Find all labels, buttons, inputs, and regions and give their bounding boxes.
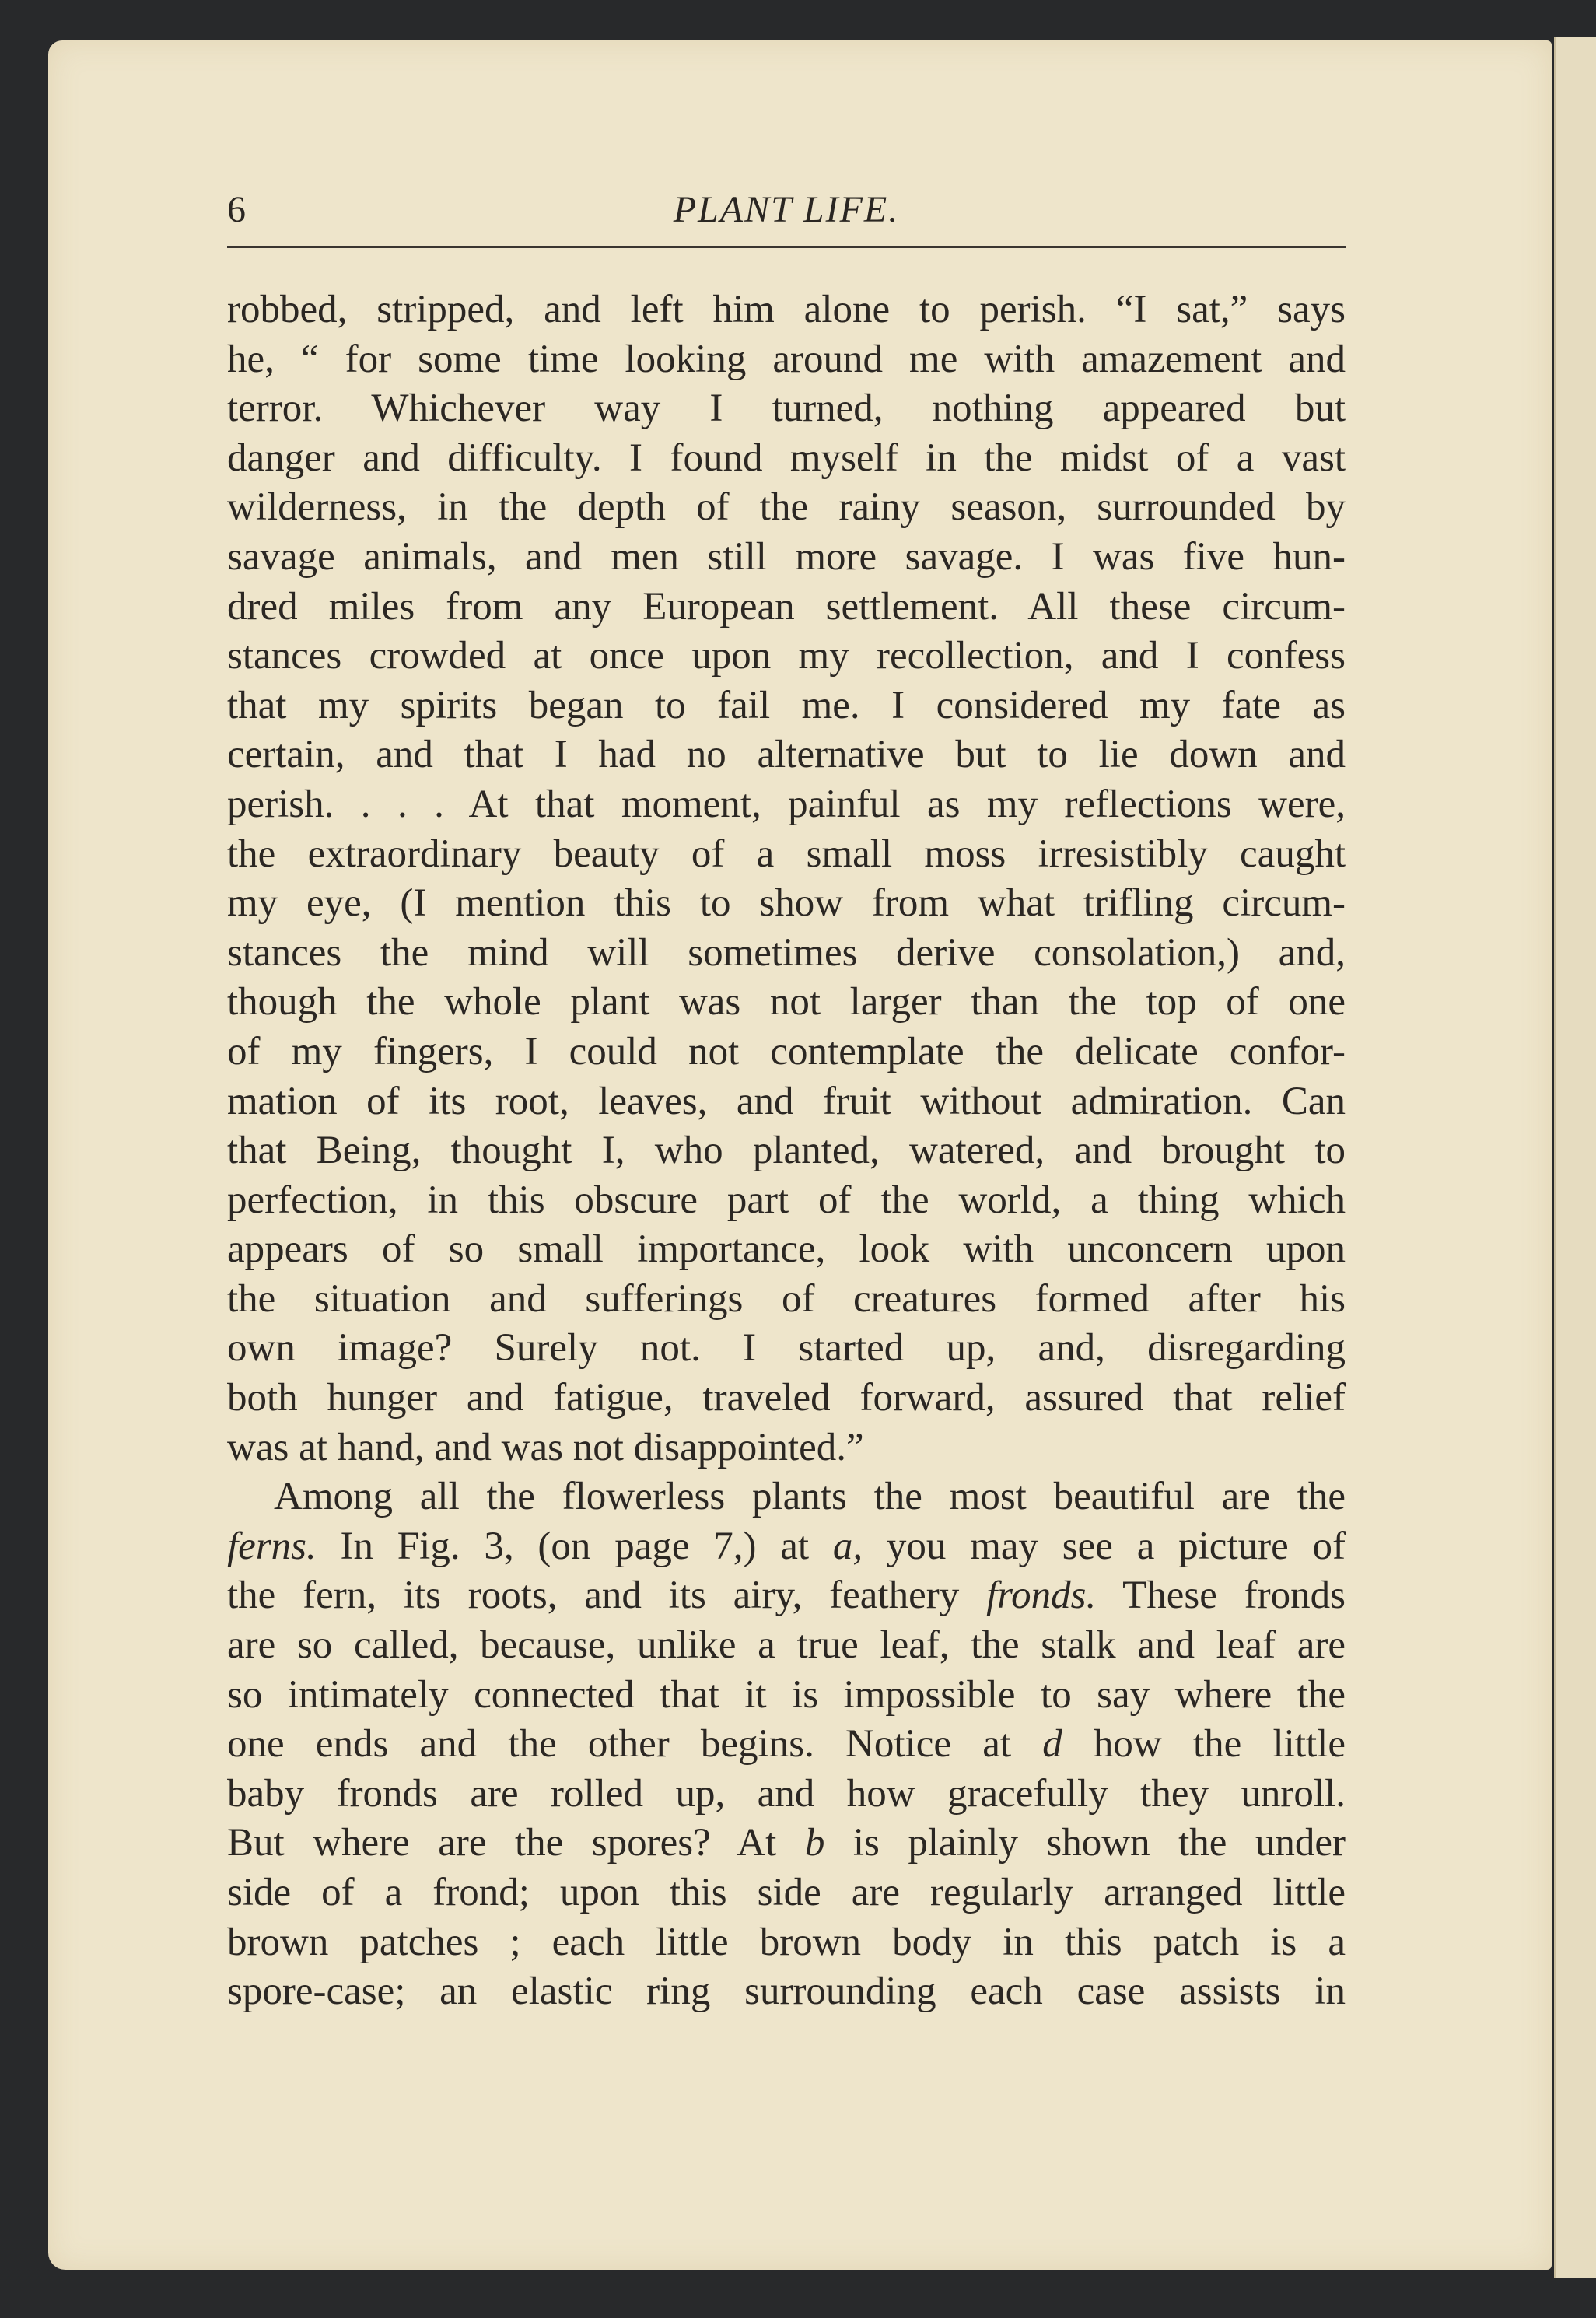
text-line [227, 1028, 1346, 1077]
text-segment: perish. . . . At that moment, painful as my reflections were, [227, 782, 1346, 826]
text-line [227, 730, 1346, 780]
text-line [227, 1374, 1346, 1423]
text-line [227, 830, 1346, 880]
text-line [227, 780, 1346, 830]
adjacent-page-edge [1554, 37, 1596, 2278]
text-line [227, 533, 1346, 583]
text-line [227, 335, 1346, 385]
text-segment: wilderness, in the depth of the rainy season, surrounded by [227, 485, 1346, 530]
text-segment: certain, and that I had no alternative but to lie down and [227, 733, 1346, 777]
italic-term: d [1042, 1722, 1062, 1767]
text-segment: my eye, (I mention this to show from what trifling circum- [227, 881, 1346, 926]
text-segment: the situation and sufferings of creatures formed after his [227, 1276, 1346, 1321]
text-segment: Among all the flowerless plants the most beautiful are the [274, 1475, 1346, 1519]
text-segment: perfection, in this obscure part of the world, a thing which [227, 1178, 1346, 1222]
text-line [227, 1423, 1346, 1473]
text-line [227, 1324, 1346, 1374]
text-segment: mation of its root, leaves, and fruit without admiration. Can [227, 1079, 1346, 1123]
text-line [227, 1819, 1346, 1868]
text-segment: terror. Whichever way I turned, nothing appeared but [227, 387, 1346, 431]
text-line [227, 632, 1346, 681]
page-number: 6 [227, 189, 246, 230]
text-segment: the extraordinary beauty of a small moss irresistibly caught [227, 832, 1346, 876]
text-line [227, 681, 1346, 731]
text-segment: one ends and the other begins. Notice at [227, 1722, 1043, 1767]
text-segment: spore-case; an elastic ring surrounding each case assists in [227, 1970, 1346, 2014]
text-segment: stances the mind will sometimes derive consolation,) and, [227, 930, 1346, 975]
italic-term: fronds. [986, 1574, 1097, 1618]
text-segment: are so called, because, unlike a true leaf, the stalk and leaf are [227, 1623, 1346, 1668]
text-segment: In Fig. 3, (on page 7,) at [316, 1524, 833, 1568]
text-segment: how the little [1062, 1722, 1346, 1767]
text-line [227, 1571, 1346, 1621]
text-segment: stances crowded at once upon my recollection, and I confess [227, 634, 1346, 678]
text-segment: baby fronds are rolled up, and how gracefully they unroll. [227, 1771, 1346, 1816]
text-segment: that Being, thought I, who planted, watered, and brought to [227, 1129, 1346, 1173]
text-segment: These fronds [1096, 1574, 1346, 1618]
text-segment: he, “ for some time looking around me with amazement and [227, 337, 1346, 381]
text-segment: danger and difficulty. I found myself in the midst of a vast [227, 436, 1346, 480]
text-line [227, 879, 1346, 929]
text-line [227, 583, 1346, 632]
text-segment: is plainly shown the under [824, 1821, 1346, 1865]
text-segment: own image? Surely not. I started up, and, disregarding [227, 1326, 1346, 1371]
text-line [227, 1225, 1346, 1275]
text-segment: appears of so small importance, look with unconcern upon [227, 1227, 1346, 1272]
text-line [227, 1720, 1346, 1770]
text-segment: that my spirits began to fail me. I considered my fate as [227, 683, 1346, 727]
text-segment: brown patches ; each little brown body in this patch is a [227, 1920, 1346, 1964]
text-segment: But where are the spores? At [227, 1821, 805, 1865]
text-segment: savage animals, and men still more savage. I was five hun- [227, 534, 1346, 579]
text-segment: you may see a picture of [863, 1524, 1346, 1568]
text-line [227, 285, 1346, 335]
text-segment: of my fingers, I could not contemplate the delicate confor- [227, 1029, 1346, 1073]
text-line [227, 1967, 1346, 2017]
text-line [227, 1671, 1346, 1721]
text-segment: though the whole plant was not larger than the top of one [227, 980, 1346, 1024]
text-line [227, 1472, 1346, 1522]
text-line [227, 1918, 1346, 1968]
running-title: PLANT LIFE. [673, 189, 900, 230]
text-segment: robbed, stripped, and left him alone to perish. “I sat,” says [227, 288, 1346, 331]
italic-term: ferns. [227, 1524, 317, 1568]
body-text [227, 285, 1346, 2017]
text-segment: dred miles from any European settlement. All these circum- [227, 584, 1346, 629]
text-segment: both hunger and fatigue, traveled forward, assured that relief [227, 1376, 1346, 1420]
text-line [227, 1621, 1346, 1671]
italic-term: a, [832, 1524, 863, 1568]
text-line [227, 1522, 1346, 1572]
text-segment: so intimately connected that it is impossible to say where the [227, 1672, 1346, 1717]
text-line [227, 1770, 1346, 1819]
italic-term: b [804, 1821, 825, 1865]
text-line [227, 483, 1346, 533]
text-line [227, 1126, 1346, 1176]
text-line [227, 978, 1346, 1028]
text-line [227, 1176, 1346, 1226]
text-segment: was at hand, and was not disappointed.” [227, 1425, 864, 1469]
text-line [227, 1868, 1346, 1918]
text-segment: the fern, its roots, and its airy, feathery [227, 1574, 987, 1618]
text-line [227, 929, 1346, 979]
text-line [227, 434, 1346, 484]
text-line [227, 384, 1346, 434]
text-line [227, 1077, 1346, 1127]
text-segment: side of a frond; upon this side are regularly arranged little [227, 1871, 1346, 1914]
text-line [227, 1275, 1346, 1325]
header-rule [227, 246, 1346, 248]
